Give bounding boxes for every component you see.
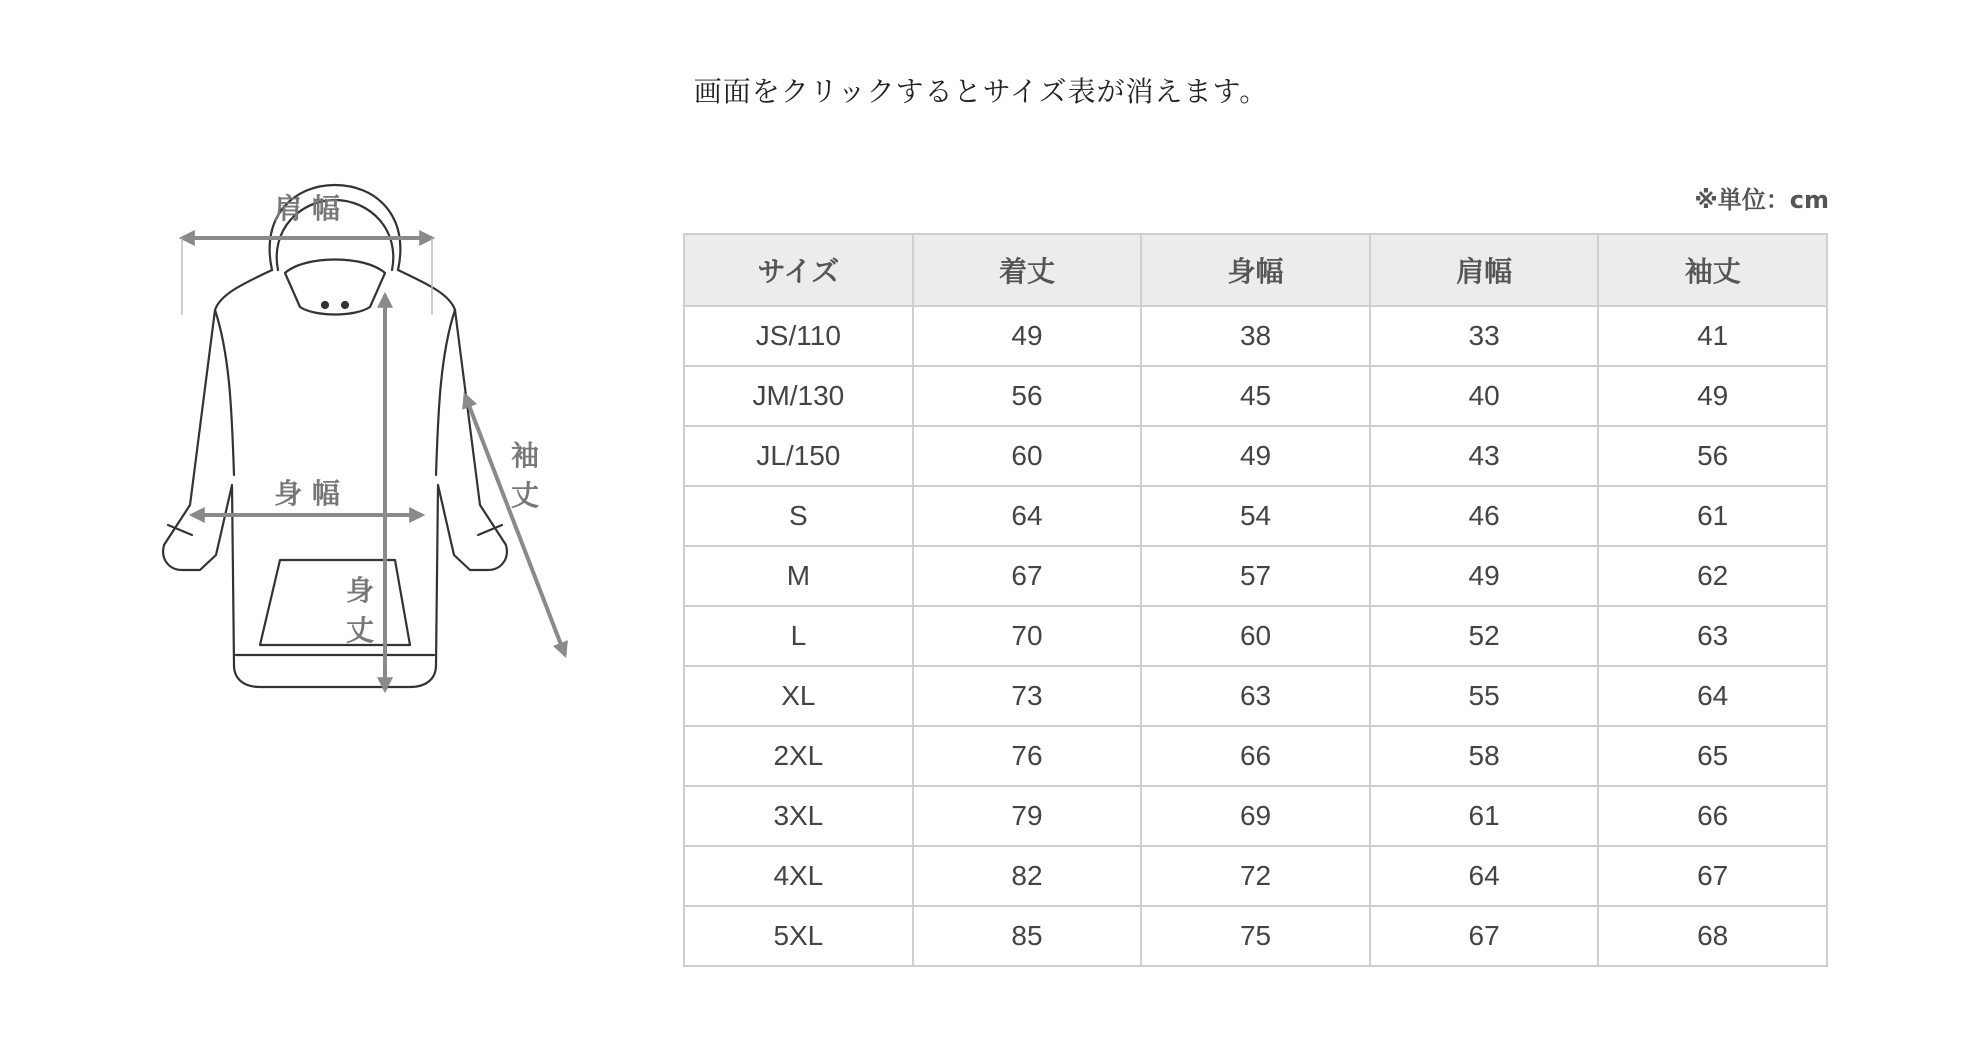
header-length: 着丈: [913, 234, 1142, 306]
table-row: [684, 366, 1827, 426]
unit-note: ※単位：cm: [1694, 186, 1829, 214]
table-row: [684, 306, 1827, 366]
cell-size: JM/130: [684, 366, 913, 426]
cell-shoulder-width: 43: [1370, 426, 1599, 486]
cell-shoulder-width: 33: [1370, 306, 1599, 366]
cell-body-width: 60: [1141, 606, 1370, 666]
cell-sleeve-length: 61: [1598, 486, 1827, 546]
cell-size: 3XL: [684, 786, 913, 846]
cell-sleeve-length: 64: [1598, 666, 1827, 726]
cell-sleeve-length: 56: [1598, 426, 1827, 486]
cell-size: JL/150: [684, 426, 913, 486]
cell-sleeve-length: 68: [1598, 906, 1827, 966]
cell-length: 64: [913, 486, 1142, 546]
cell-body-width: 38: [1141, 306, 1370, 366]
header-shoulder-width: 肩幅: [1370, 234, 1599, 306]
cell-shoulder-width: 52: [1370, 606, 1599, 666]
header-sleeve-length: 袖丈: [1598, 234, 1827, 306]
table-row: [684, 546, 1827, 606]
cell-size: 4XL: [684, 846, 913, 906]
cell-length: 56: [913, 366, 1142, 426]
cell-body-width: 69: [1141, 786, 1370, 846]
hoodie-measurement-diagram: [120, 175, 600, 715]
cell-body-width: 57: [1141, 546, 1370, 606]
cell-length: 60: [913, 426, 1142, 486]
body-width-label: 身 幅: [274, 477, 340, 510]
cell-body-width: 63: [1141, 666, 1370, 726]
cell-body-width: 54: [1141, 486, 1370, 546]
cell-shoulder-width: 40: [1370, 366, 1599, 426]
cell-sleeve-length: 66: [1598, 786, 1827, 846]
cell-size: 2XL: [684, 726, 913, 786]
shoulder-width-label: 肩 幅: [274, 192, 340, 225]
table-row: [684, 486, 1827, 546]
cell-size: L: [684, 606, 913, 666]
table-row: [684, 726, 1827, 786]
cell-sleeve-length: 41: [1598, 306, 1827, 366]
cell-shoulder-width: 55: [1370, 666, 1599, 726]
cell-sleeve-length: 63: [1598, 606, 1827, 666]
table-header-row: [684, 234, 1827, 306]
table-row: [684, 786, 1827, 846]
cell-length: 70: [913, 606, 1142, 666]
cell-shoulder-width: 49: [1370, 546, 1599, 606]
body-length-label-2: 丈: [345, 614, 375, 647]
cell-length: 76: [913, 726, 1142, 786]
table-row: [684, 846, 1827, 906]
header-body-width: 身幅: [1141, 234, 1370, 306]
table-row: [684, 906, 1827, 966]
cell-size: JS/110: [684, 306, 913, 366]
cell-body-width: 72: [1141, 846, 1370, 906]
cell-shoulder-width: 46: [1370, 486, 1599, 546]
table-row: [684, 426, 1827, 486]
header-size: サイズ: [684, 234, 913, 306]
close-instruction: 画面をクリックするとサイズ表が消えます。: [693, 75, 1269, 108]
cell-size: 5XL: [684, 906, 913, 966]
cell-shoulder-width: 64: [1370, 846, 1599, 906]
cell-length: 67: [913, 546, 1142, 606]
cell-body-width: 75: [1141, 906, 1370, 966]
cell-length: 49: [913, 306, 1142, 366]
cell-sleeve-length: 62: [1598, 546, 1827, 606]
body-length-label-1: 身: [345, 574, 375, 607]
cell-length: 79: [913, 786, 1142, 846]
cell-size: S: [684, 486, 913, 546]
sleeve-length-label-2: 丈: [510, 479, 540, 512]
cell-shoulder-width: 61: [1370, 786, 1599, 846]
cell-length: 73: [913, 666, 1142, 726]
hoodie-outline-icon: [163, 185, 507, 687]
sleeve-length-label-1: 袖: [510, 439, 540, 472]
size-table: [683, 233, 1828, 967]
cell-body-width: 66: [1141, 726, 1370, 786]
cell-body-width: 45: [1141, 366, 1370, 426]
cell-size: M: [684, 546, 913, 606]
cell-length: 85: [913, 906, 1142, 966]
table-body: [684, 306, 1827, 966]
cell-shoulder-width: 58: [1370, 726, 1599, 786]
table-row: [684, 606, 1827, 666]
cell-size: XL: [684, 666, 913, 726]
cell-shoulder-width: 67: [1370, 906, 1599, 966]
cell-length: 82: [913, 846, 1142, 906]
cell-sleeve-length: 49: [1598, 366, 1827, 426]
cell-sleeve-length: 67: [1598, 846, 1827, 906]
cell-body-width: 49: [1141, 426, 1370, 486]
table-row: [684, 666, 1827, 726]
cell-sleeve-length: 65: [1598, 726, 1827, 786]
